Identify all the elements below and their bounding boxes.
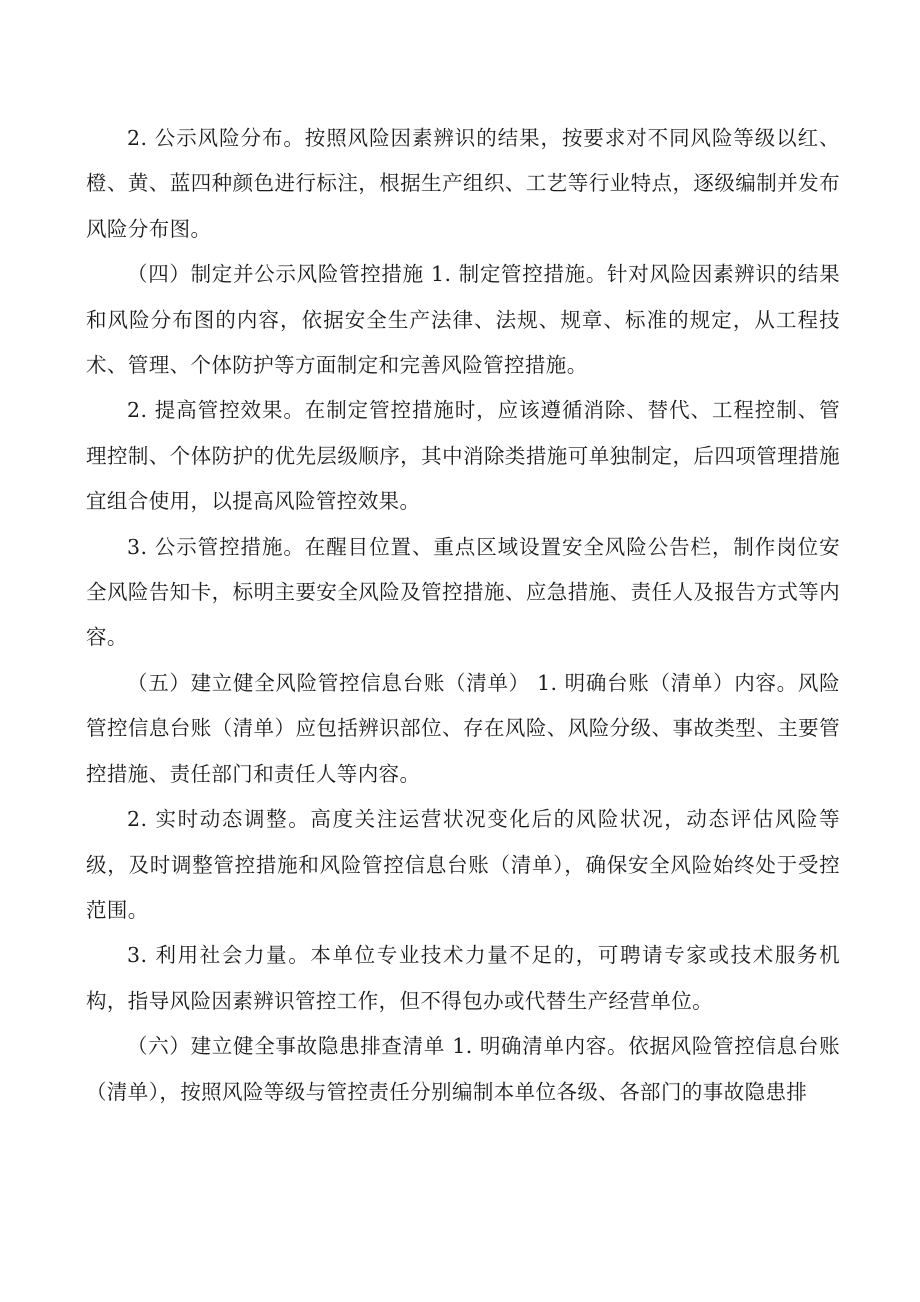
paragraph-publish-risk-distribution: 2. 公示风险分布。按照风险因素辨识的结果，按要求对不同风险等级以红、橙、黄、蓝四种颜色进行标注，根据生产组织、工艺等行业特点，逐级编制并发布风险分布图。 <box>86 126 840 241</box>
paragraph-section-five-ledger: （五）建立健全风险管控信息台账（清单） 1. 明确台账（清单）内容。风险管控信息台账（清单）应包括辨识部位、存在风险、风险分级、事故类型、主要管控措施、责任部门和责任人等内容。 <box>86 670 840 786</box>
paragraph-improve-control-effect: 2. 提高管控效果。在制定管控措施时，应该遵循消除、替代、工程控制、管理控制、个体防护的优先层级顺序，其中消除类措施可单独制定，后四项管理措施宜组合使用，以提高风险管控效果。 <box>86 398 840 514</box>
paragraph-section-six-hazard-list: （六）建立健全事故隐患排查清单 1. 明确清单内容。依据风险管控信息台账（清单），按照风险等级与管控责任分别编制本单位各级、各部门的事故隐患排 <box>86 1034 840 1104</box>
paragraph-social-forces: 3. 利用社会力量。本单位专业技术力量不足的，可聘请专家或技术服务机构，指导风险因素辨识管控工作，但不得包办或代替生产经营单位。 <box>86 943 840 1013</box>
paragraph-section-four-control-measures: （四）制定并公示风险管控措施 1. 制定管控措施。针对风险因素辨识的结果和风险分布图的内容，依据安全生产法律、法规、规章、标准的规定，从工程技术、管理、个体防护等方面制定和完善风险管控措施。 <box>86 262 840 378</box>
paragraph-publish-control-measures: 3. 公示管控措施。在醒目位置、重点区域设置安全风险公告栏，制作岗位安全风险告知卡，标明主要安全风险及管控措施、应急措施、责任人及报告方式等内容。 <box>86 534 840 650</box>
paragraph-dynamic-adjustment: 2. 实时动态调整。高度关注运营状况变化后的风险状况，动态评估风险等级，及时调整管控措施和风险管控信息台账（清单），确保安全风险始终处于受控范围。 <box>86 807 840 922</box>
document-body <box>86 116 840 1115</box>
